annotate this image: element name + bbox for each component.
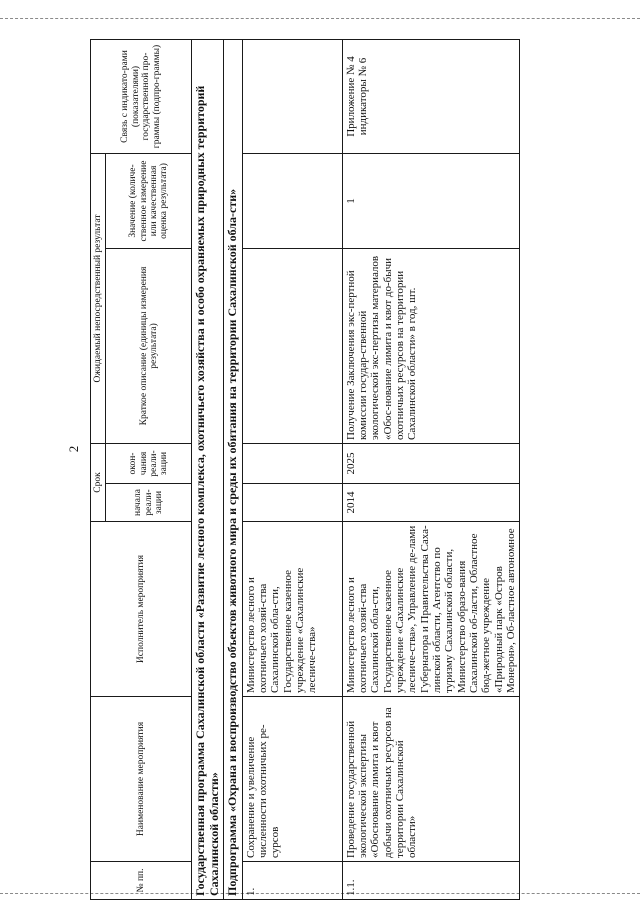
row-link: Приложение № 4 индикаторы № 6: [342, 39, 519, 153]
col-header-term-end: окон-чания реали-зации: [106, 443, 192, 483]
row-name: Сохранение и увеличение численности охотничьих ре-сурсов: [242, 697, 342, 862]
row-value: 1: [342, 153, 519, 248]
row-start: 2014: [342, 484, 519, 522]
col-header-expected-desc: Краткое описание (единицы измерения результата): [106, 248, 192, 443]
row-end: [242, 443, 342, 483]
subprogram-title: Подпрограмма «Охрана и воспроизводство объектов животного мира и среды их обитания на территории Сахалинской обла-сти»: [224, 39, 242, 899]
row-num: 1.1.: [342, 862, 519, 900]
row-name: Проведение государственной экологической экспертизы «Обоснование лимита и квот добычи охотничьих ресурсов на территории Сахалинской области»: [342, 697, 519, 862]
rotated-table-sheet: [90, 40, 610, 900]
row-start: [242, 484, 342, 522]
row-desc: [242, 248, 342, 443]
program-title: Государственная программа Сахалинской области «Развитие лесного комплекса, охотничьего хозяйства и особо охраняемых природных территорий Сахалинской области»: [192, 39, 224, 899]
col-header-link: Связь с индикато-рами (показателями) государственной про-граммы (подпро-граммы): [91, 39, 192, 153]
row-value: [242, 153, 342, 248]
col-header-term: Срок: [91, 443, 106, 521]
col-header-term-start: начала реали-зации: [106, 484, 192, 522]
col-header-executor: Исполнитель мероприятия: [91, 522, 192, 697]
header-row-1: [91, 39, 106, 899]
subprogram-title-row: [224, 39, 242, 899]
row-end: 2025: [342, 443, 519, 483]
row-num: 1.: [242, 862, 342, 900]
scan-edge-top: [0, 18, 640, 19]
col-header-expected: Ожидаемый непосредственный результат: [91, 153, 106, 443]
col-header-name: Наименование мероприятия: [91, 697, 192, 862]
col-header-num: № пп.: [91, 862, 192, 900]
activities-table: [90, 39, 520, 900]
row-executor: Министерство лесного и охотничьего хозяй-ства Сахалинской обла-сти, Государственное казенное учреждение «Сахалинские лесниче-ства», Управление де-лами Губернатора и Правительства Саха-линской области, Агентство по туризму Сахалинской области, Министерство образо-вания Сахалинской об-ласти, Областное бюд-жетное учреждение «Природный парк «Остров Монерон», Об-ластное автономное: [342, 522, 519, 697]
table-row: [342, 39, 519, 899]
page-number: 2: [66, 445, 81, 453]
table-row: [242, 39, 342, 899]
row-desc: Получение Заключения экс-пертной комиссии государ-ственной экологической экс-пертизы материалов «Обос-нование лимита и квот до-бычи охотничьих ресурсов на территории Сахалинской области» в год, шт.: [342, 248, 519, 443]
row-link: [242, 39, 342, 153]
row-executor: Министерство лесного и охотничьего хозяй-ства Сахалинской обла-сти, Государственное казенное учреждение «Сахалинские лесниче-ства»: [242, 522, 342, 697]
program-title-row: [192, 39, 224, 899]
col-header-expected-value: Значение (количе-ственное измерение или качественная оценка результата): [106, 153, 192, 248]
